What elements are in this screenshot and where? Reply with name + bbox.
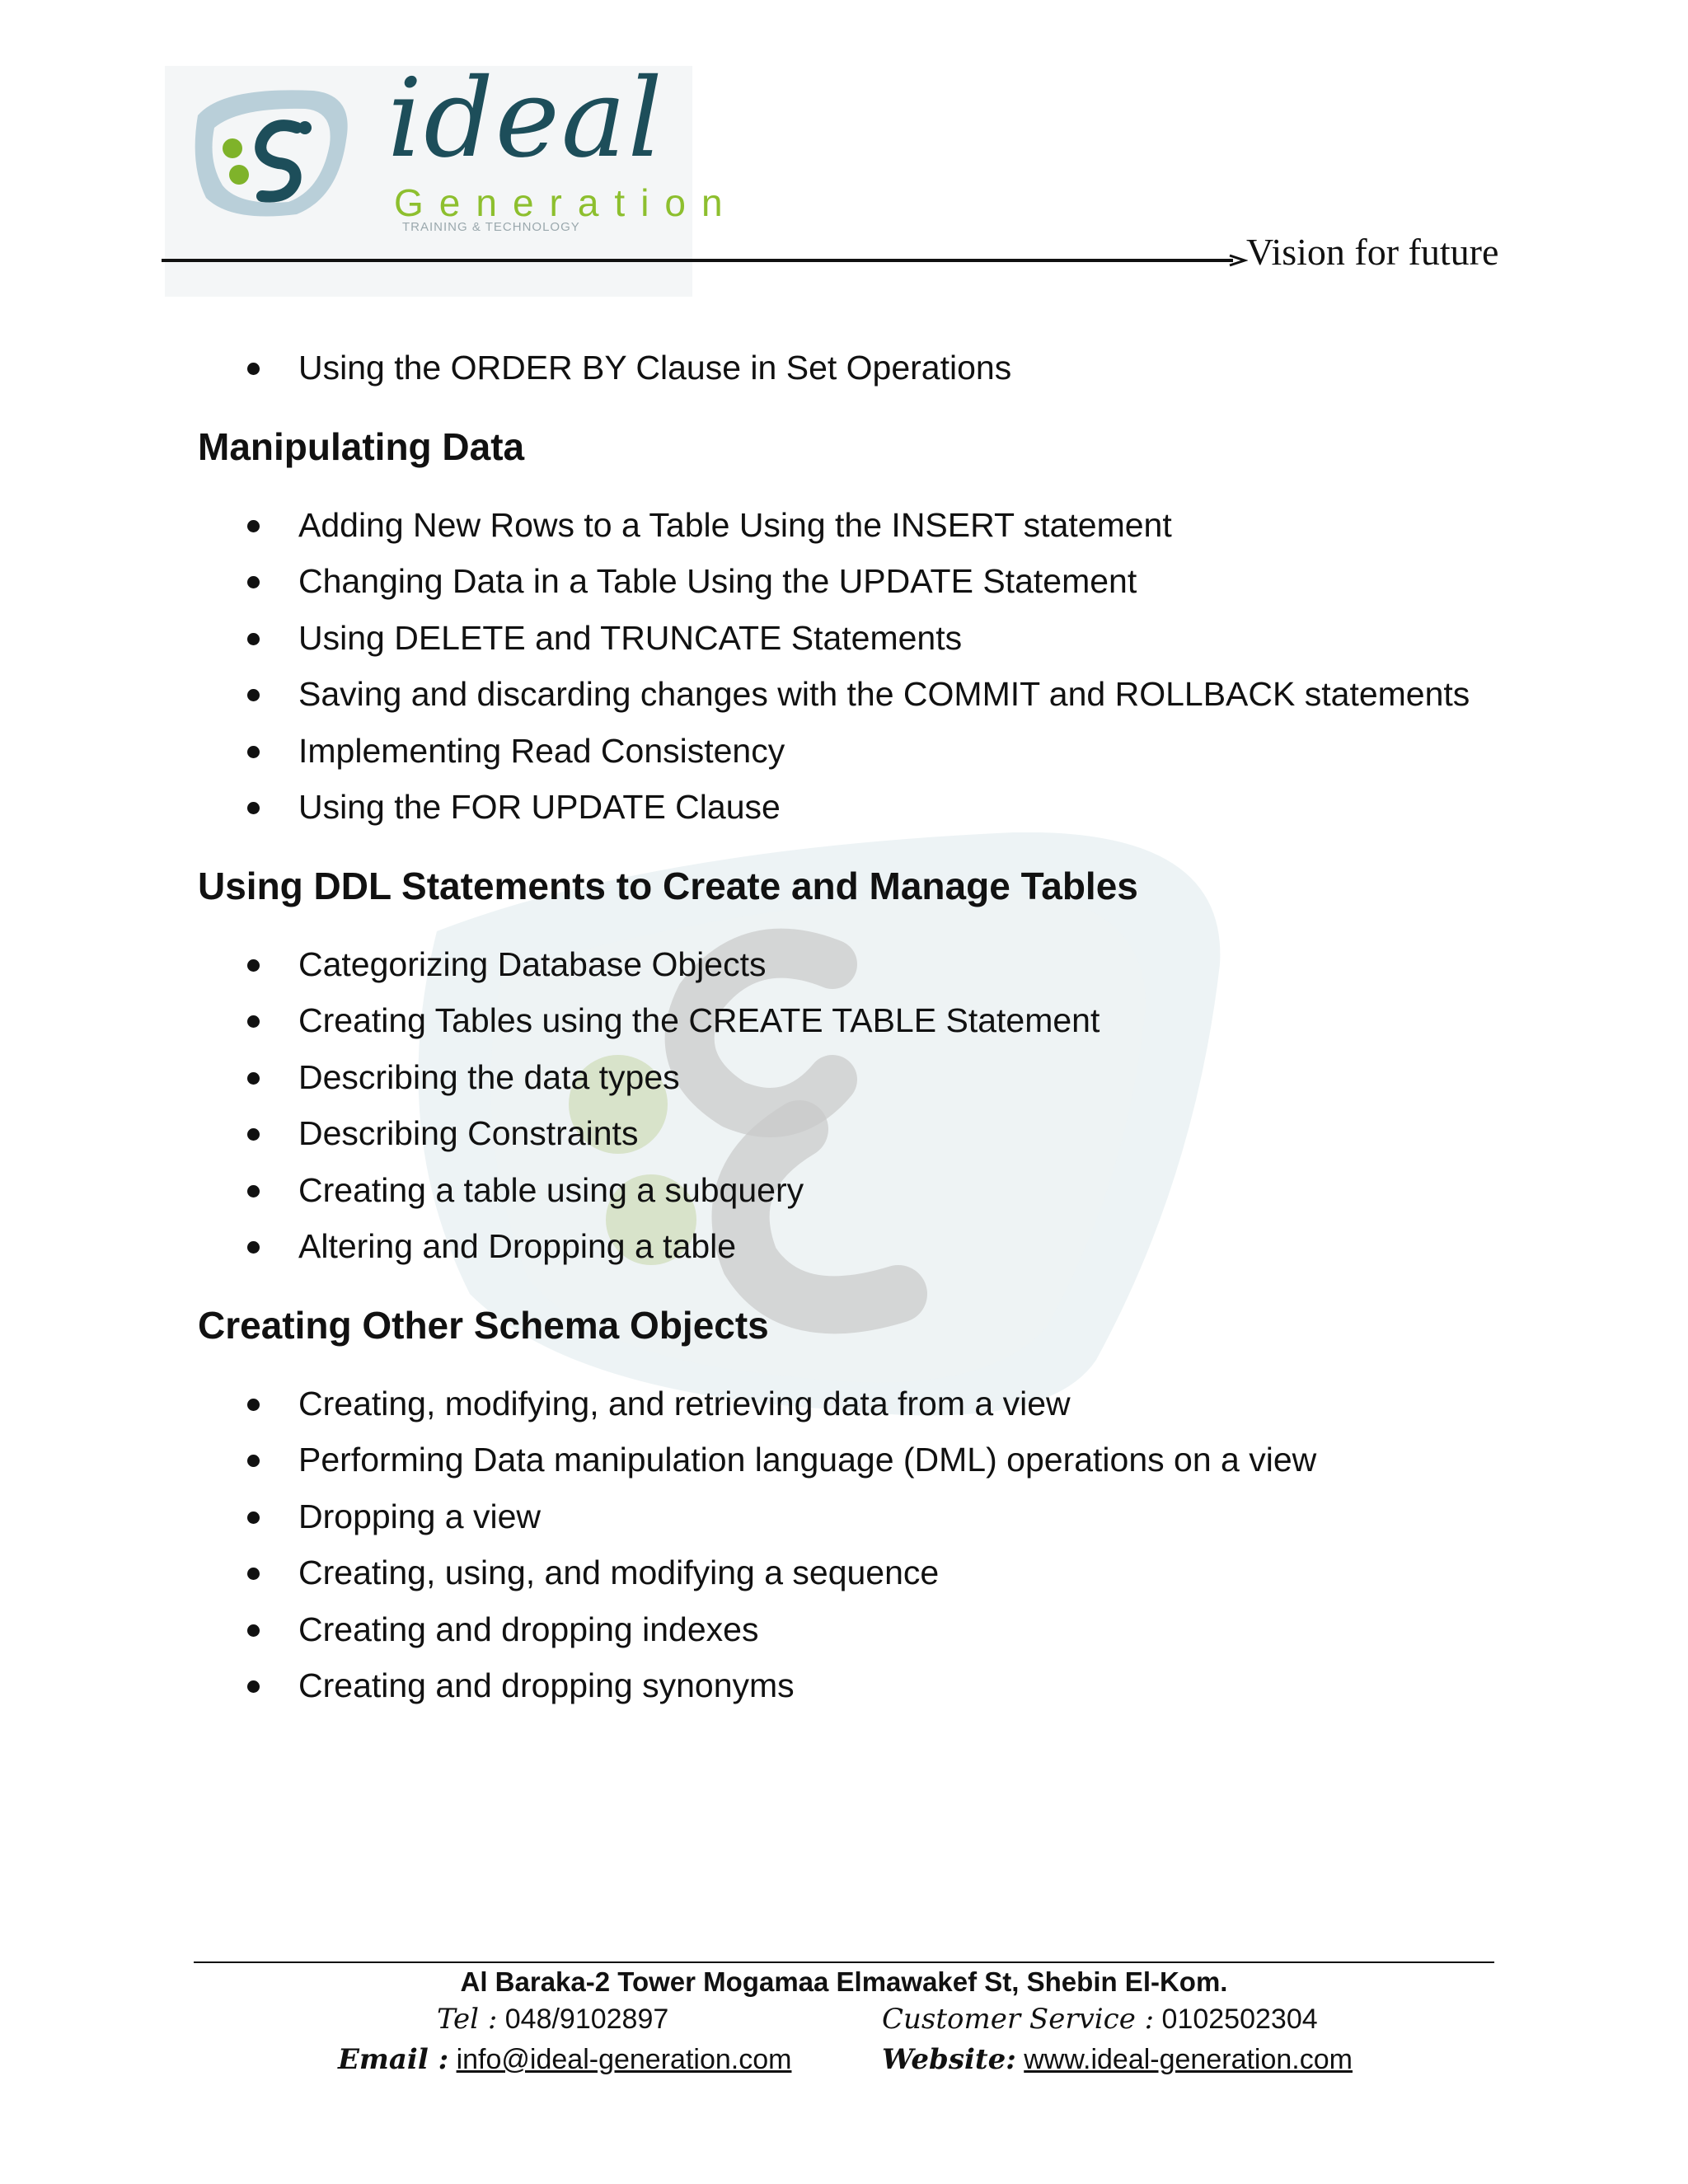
list-item: Using DELETE and TRUNCATE Statements <box>198 610 1533 667</box>
document-content <box>198 330 1533 1714</box>
footer-email <box>338 2042 791 2077</box>
section-list <box>198 497 1533 836</box>
header-rule <box>162 259 1233 262</box>
list-item: Altering and Dropping a table <box>198 1218 1533 1275</box>
footer-customer-service <box>882 2002 1318 2036</box>
section-title: Using DDL Statements to Create and Manage Tables <box>198 864 1138 907</box>
bullet-icon <box>247 1128 260 1141</box>
bullet-icon <box>247 1680 260 1693</box>
section-title: Creating Other Schema Objects <box>198 1303 769 1347</box>
header-tagline: Vision for future <box>1246 231 1499 273</box>
bullet-icon <box>247 1399 260 1411</box>
bullet-icon <box>247 1241 260 1254</box>
tel-value: 048/9102897 <box>504 2004 669 2035</box>
bullet-icon <box>247 959 260 972</box>
bullet-icon <box>247 576 260 588</box>
list-item: Adding New Rows to a Table Using the INSERT statement <box>198 497 1533 554</box>
list-item: Creating Tables using the CREATE TABLE Statement <box>198 992 1533 1049</box>
website-link[interactable]: www.ideal-generation.com <box>1024 2044 1353 2075</box>
list-item: Creating, using, and modifying a sequence <box>198 1544 1533 1601</box>
logo-wordmark: ideal <box>387 55 664 182</box>
logo-mark-icon <box>190 82 354 223</box>
arrow-right-icon <box>1228 251 1248 270</box>
bullet-icon <box>247 746 260 758</box>
customer-service-value: 0102502304 <box>1161 2004 1318 2035</box>
list-item: Categorizing Database Objects <box>198 936 1533 993</box>
email-label: Email : <box>338 2043 449 2076</box>
bullet-icon <box>247 689 260 701</box>
bullet-icon <box>247 1624 260 1637</box>
list-item: Creating and dropping indexes <box>198 1601 1533 1658</box>
bullet-icon <box>247 1072 260 1085</box>
list-item: Using the FOR UPDATE Clause <box>198 779 1533 836</box>
list-item: Using the ORDER BY Clause in Set Operations <box>198 340 1533 396</box>
bullet-icon <box>247 1185 260 1197</box>
list-item: Creating, modifying, and retrieving data from a view <box>198 1376 1533 1432</box>
tel-label: Tel : <box>437 2003 498 2036</box>
section-title: Manipulating Data <box>198 424 525 468</box>
bullet-icon <box>247 363 260 375</box>
list-item: Describing the data types <box>198 1049 1533 1106</box>
bullet-icon <box>247 1511 260 1524</box>
footer-address: Al Baraka-2 Tower Mogamaa Elmawakef St, Shebin El-Kom. <box>460 1966 1228 1997</box>
intro-list <box>198 340 1533 396</box>
section-list <box>198 1376 1533 1714</box>
list-item: Saving and discarding changes with the COMMIT and ROLLBACK statements <box>198 666 1533 723</box>
logo-tagline-small: TRAINING & TECHNOLOGY <box>402 220 580 234</box>
footer-tel <box>437 2002 668 2036</box>
bullet-icon <box>247 1455 260 1467</box>
footer-rule <box>194 1961 1494 1963</box>
bullet-icon <box>247 1015 260 1028</box>
list-item: Creating a table using a subquery <box>198 1162 1533 1219</box>
bullet-icon <box>247 1568 260 1580</box>
list-item: Describing Constraints <box>198 1105 1533 1162</box>
website-label: Website: <box>882 2043 1016 2076</box>
bullet-icon <box>247 802 260 814</box>
list-item: Creating and dropping synonyms <box>198 1657 1533 1714</box>
customer-service-label: Customer Service : <box>882 2003 1155 2036</box>
list-item: Performing Data manipulation language (DML) operations on a view <box>198 1432 1533 1488</box>
list-item: Changing Data in a Table Using the UPDATE Statement <box>198 553 1533 610</box>
footer-website <box>882 2042 1353 2077</box>
section-list <box>198 936 1533 1275</box>
list-item: Dropping a view <box>198 1488 1533 1545</box>
bullet-icon <box>247 633 260 645</box>
email-link[interactable]: info@ideal-generation.com <box>456 2044 792 2075</box>
bullet-icon <box>247 520 260 532</box>
logo-subtitle: Generation <box>394 181 738 224</box>
list-item: Implementing Read Consistency <box>198 723 1533 780</box>
